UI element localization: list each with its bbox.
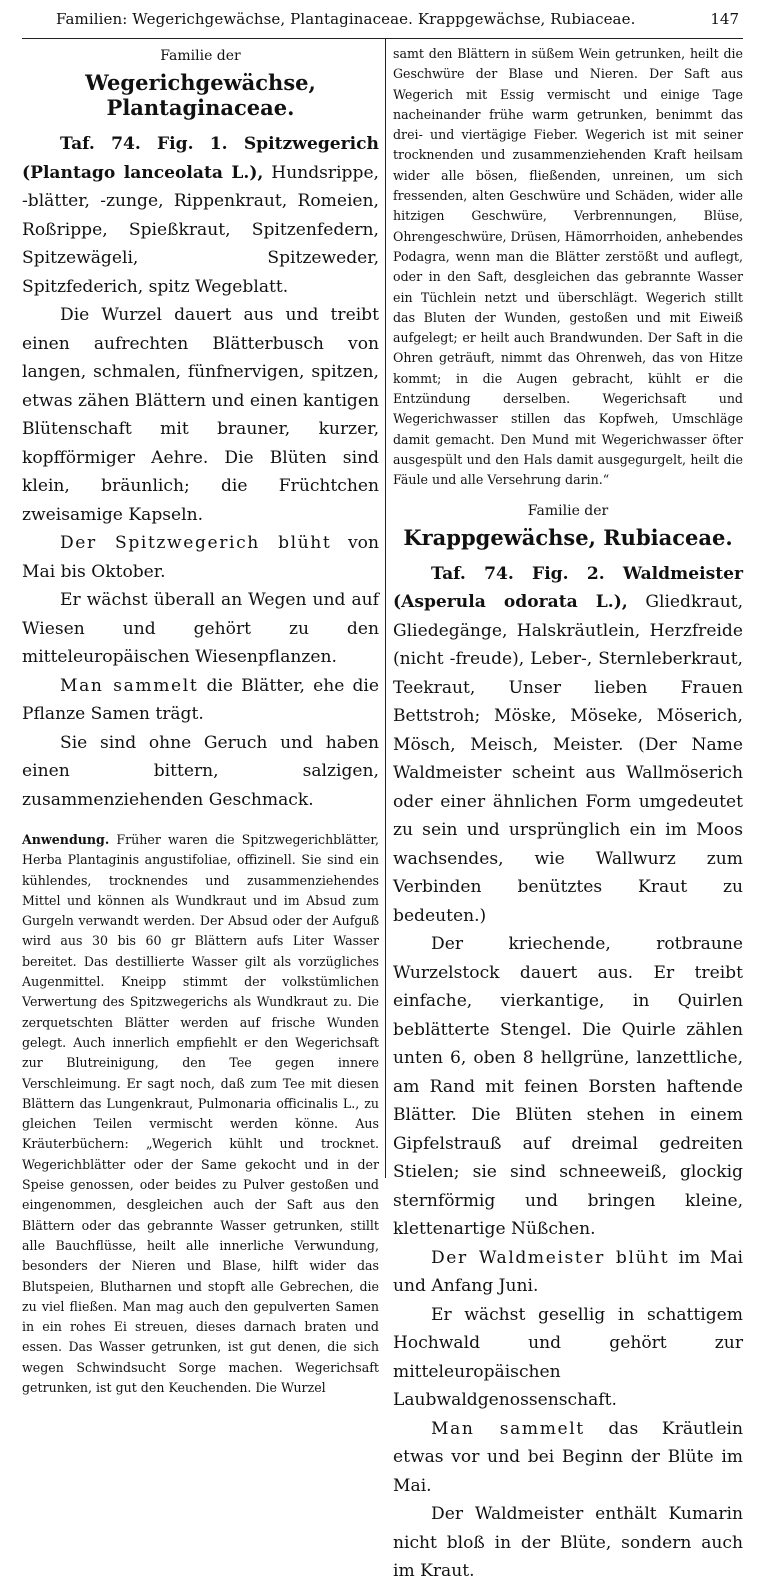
flowering-text: im Mai und Anfang Juni.: [393, 1247, 743, 1297]
flowering-paragraph: [22, 529, 379, 586]
column-divider: [385, 39, 386, 1178]
collection-paragraph: [393, 1415, 743, 1501]
description-paragraph: Die Wurzel dauert aus und treibt einen aufrechten Blätterbusch von langen, schmalen, fünfnervigen, spitzen, etwas zähen Blättern und einen kantigen Blütenschaft mit brauner, kurzer, kopfförmiger Aehre. Die Blüten sind klein, bräunlich; die Früchtchen zweisamige Kapseln.: [22, 305, 379, 525]
collection-lead: Man sammelt: [431, 1418, 585, 1439]
family-label: Familie der: [527, 502, 609, 519]
synonyms: Hundsrippe, -blätter, -zunge, Rippenkraut, Romeien, Roßrippe, Spießkraut, Spitzenfedern, Spitzewägeli, Spitzeweder, Spitzfederich, spitz Wegeblatt.: [22, 162, 379, 297]
running-head: [0, 0, 765, 38]
usage-text: Früher waren die Spitzwegerichblätter, Herba Plantaginis angustifoliae, offizinell. Sie sind ein kühlendes, trocknendes und zusammenziehendes Mittel und können als Wundkraut und im Absud zum Gurgeln verwandt werden. Der Absud oder der Aufguß wird aus 30 bis 60 gr Blättern aufs Liter Wasser bereitet. Das destillierte Wasser gilt als vorzügliches Augenmittel. Kneipp stimmt der volkstümlichen Verwertung des Spitzwegerichs als Wundkraut zu. Die zerquetschten Blätter werden auf frische Wunden gelegt. Auch innerlich empfiehlt er den Wegerichsaft zur Blutreinigung, den Tee gegen innere Verschleimung. Er sagt noch, daß zum Tee mit diesen Blättern das Lungenkraut, Pulmonaria officinalis L., zu gleichen Teilen vermischt werden könne. Aus Kräuterbüchern: „Wegerich kühlt und trocknet. Wegerichblätter oder der Same gekocht und in der Speise genossen, oder beides zu Pulver gestoßen und eingenommen, desgleichen auch der Saft aus den Blättern oder das gebrannte Wasser getrunken, stillt alle Bauchflüsse, heilt alle innerliche Verwundung, besonders der Nieren und Blase, hilft wider das Blutspeien, Blutharnen und stopft alle Gebrechen, die zu viel fließen. Man mag auch den gepulverten Samen in ein rohes Ei streuen, dieses darnach braten und essen. Das Wasser getrunken, ist gut denen, die sich wegen Schwindsucht Sorge machen. Wegerichsaft getrunken, ist gut den Keuchenden. Die Wurzel: [22, 832, 379, 1396]
running-head-title: Familien: Wegerichgewächse, Plantaginaceae. Krappgewächse, Rubiaceae.: [56, 10, 636, 28]
taste-paragraph: Sie sind ohne Geruch und haben einen bittern, salzigen, zusammenziehenden Geschmack.: [22, 732, 379, 810]
family-label: Familie der: [160, 48, 241, 64]
right-column: [393, 44, 743, 1586]
flowering-paragraph: [393, 1244, 743, 1301]
usage-continuation: samt den Blättern in süßem Wein getrunken, heilt die Geschwüre der Blase und Nieren. Der Saft aus Wegerich mit Essig vermischt und einige Tage nacheinander frühe warm getrunken, benimmt das drei- und viertägige Fieber. Wegerich ist mit seiner trocknenden und zusammenziehenden Kraft heilsam wider alle bösen, fließenden, unreinen, um sich fressenden, alten Geschwüre und Schäden, wider alle hitzigen Geschwüre, Verbrennungen, Blüse, Ohrengeschwüre, Drüsen, Hämorrhoiden, anhebendes Podagra, wenn man die Blätter zerstößt und auflegt, oder in den Saft, desgleichen das gebrannte Wasser ein Tüchlein netzt und überschlägt. Wegerich stillt das Bluten der Wunden, gestoßen und mit Eiweiß aufgelegt; er heilt auch Brandwunden. Der Saft in die Ohren geträuft, nimmt das Ohrenweh, das von Hitze kommt; in die Augen gebracht, kühlt er die Entzündung derselben. Wegerichsaft und Wegerichwasser stillen das Kopfweh, Umschläge damit gemacht. Den Mund mit Wegerichwasser öfter ausgespült und den Hals damit ausgegurgelt, heilt die Fäule und alle Versehrung darin.“: [393, 46, 743, 488]
spacer: [393, 491, 743, 499]
collection-paragraph: [22, 672, 379, 729]
collection-text: die Blätter, ehe die Pflanze Samen trägt.: [22, 675, 379, 724]
flowering-lead: Der Waldmeister blüht: [431, 1247, 670, 1268]
flowering-lead: Der Spitzwegerich blüht: [60, 533, 332, 553]
habitat-paragraph: Er wächst überall an Wegen und auf Wiesen und gehört zu den mitteleuropäischen Wiesenpflanzen.: [22, 590, 379, 667]
family-heading: Krappgewächse, Rubiaceae.: [403, 524, 733, 550]
usage-paragraph: [22, 830, 379, 1398]
page-number: 147: [710, 10, 739, 28]
spacer: [22, 814, 379, 830]
left-column: [22, 44, 379, 1398]
plate-reference: Taf. 74. Fig. 1. Spitzwegerich (Plantago lanceolata L.),: [22, 134, 379, 183]
description-paragraph: Der kriechende, rotbraune Wurzelstock dauert aus. Er treibt einfache, vierkantige, in Quirlen beblätterte Stengel. Die Quirle zählen unten 6, oben 8 hellgrüne, lanzettliche, am Rand mit feinen Borsten haftende Blätter. Die Blüten stehen in einem Gipfelstrauß auf dreimal gedreiten Stielen; sie sind schneeweiß, glockig sternförmig und bringen kleine, klettenartige Nüßchen.: [393, 934, 743, 1240]
flowering-text: von Mai bis Oktober.: [22, 533, 379, 582]
collection-text: das Kräutlein etwas vor und bei Beginn der Blüte im Mai.: [393, 1418, 743, 1496]
plate-reference: Taf. 74. Fig. 2. Waldmeister (Asperula odorata L.),: [393, 563, 743, 613]
family-heading: Wegerichgewächse, Plantaginaceae.: [85, 70, 316, 120]
entry-paragraph: [22, 130, 379, 301]
synonyms: Gliedkraut, Gliedegänge, Halskräutlein, Herzfreide (nicht -freude), Leber-, Sternleberkraut, Teekraut, Unser lieben Frauen Bettstroh; Möske, Möseke, Möserich, Mösch, Meisch, Meister. (Der Name Waldmeister scheint aus Wallmöserich oder einer ähnlichen Form umgedeutet zu sein und ursprünglich ein im Moos wachsendes, wie Wallwurz zum Verbinden benütztes Kraut zu bedeuten.): [393, 592, 744, 926]
collection-lead: Man sammelt: [60, 675, 199, 696]
content-paragraph: Der Waldmeister enthält Kumarin nicht bloß in der Blüte, sondern auch im Kraut.: [393, 1504, 743, 1582]
header-rule: [22, 38, 743, 39]
usage-label: Anwendung.: [22, 832, 110, 847]
habitat-paragraph: Er wächst gesellig in schattigem Hochwald und gehört zur mitteleuropäischen Laubwaldgenossenschaft.: [393, 1304, 743, 1411]
entry-paragraph: [393, 560, 743, 931]
